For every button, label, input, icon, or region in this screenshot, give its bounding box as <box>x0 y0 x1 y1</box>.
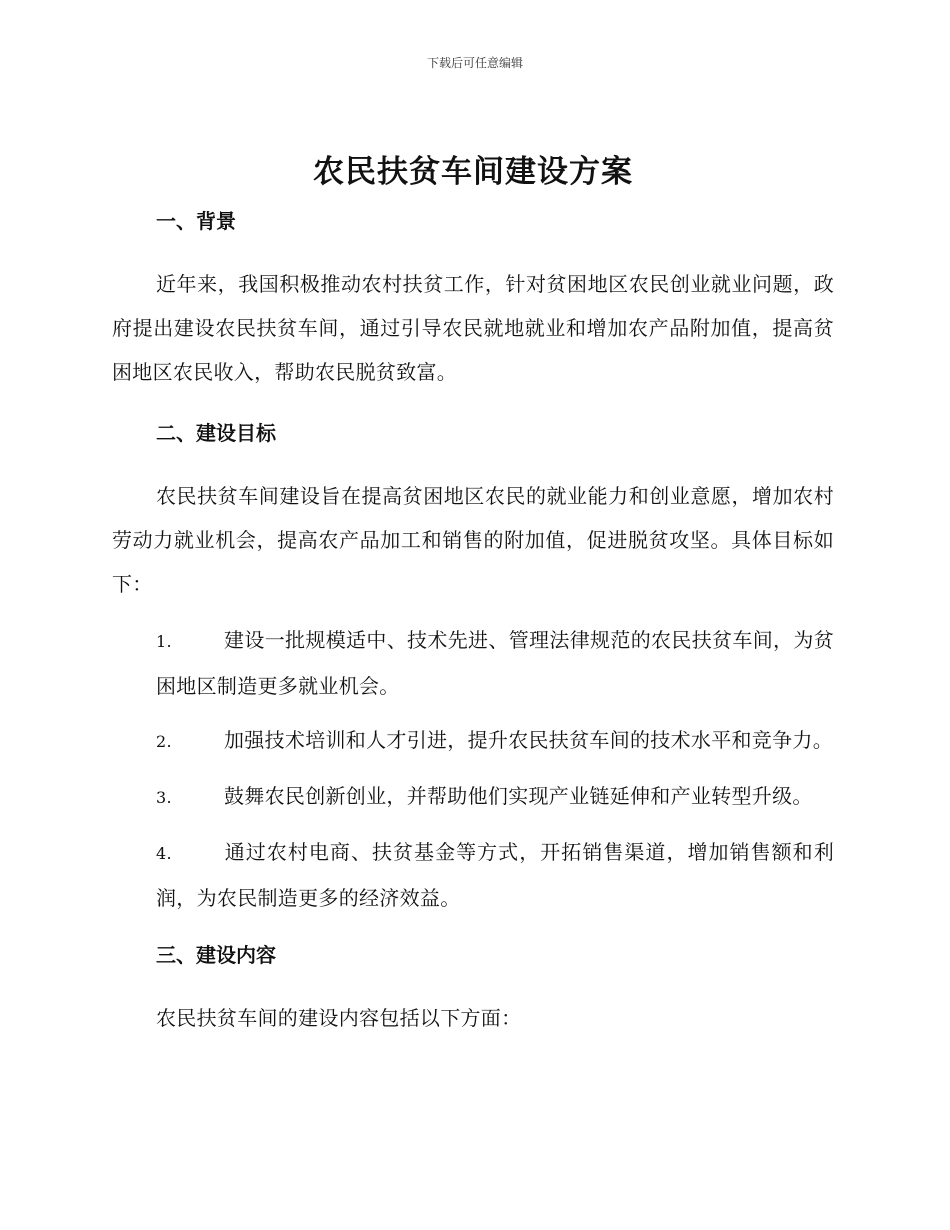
document-body <box>112 150 834 1052</box>
list-item <box>112 774 834 820</box>
list-item <box>112 830 834 920</box>
section-heading-goals: 二、建设目标 <box>156 421 276 445</box>
section-heading-content: 三、建设内容 <box>156 943 276 967</box>
paragraph-background: 近年来，我国积极推动农村扶贫工作，针对贫困地区农民创业就业问题，政府提出建设农民扶贫车间，通过引导农民就地就业和增加农产品附加值，提高贫困地区农民收入，帮助农民脱贫致富。 <box>112 272 834 384</box>
list-item <box>112 618 834 708</box>
paragraph-goals: 农民扶贫车间建设旨在提高贫困地区农民的就业能力和创业意愿，增加农村劳动力就业机会，提高农产品加工和销售的附加值，促进脱贫攻坚。具体目标如下： <box>112 484 834 596</box>
list-item-text: 建设一批规模适中、技术先进、管理法律规范的农民扶贫车间，为贫困地区制造更多就业机会。 <box>156 628 834 698</box>
list-item-text: 通过农村电商、扶贫基金等方式，开拓销售渠道，增加销售额和利润，为农民制造更多的经济效益。 <box>156 840 834 910</box>
list-item-text: 鼓舞农民创新创业，并帮助他们实现产业链延伸和产业转型升级。 <box>224 784 813 808</box>
section-heading-background: 一、背景 <box>156 209 236 233</box>
list-item-text: 加强技术培训和人才引进，提升农民扶贫车间的技术水平和竞争力。 <box>224 728 833 752</box>
document-title: 农民扶贫车间建设方案 <box>313 154 633 190</box>
header-note: 下载后可任意编辑 <box>426 56 523 70</box>
paragraph-content: 农民扶贫车间的建设内容包括以下方面： <box>156 1006 522 1030</box>
list-item <box>112 718 834 764</box>
list-item-number: 4. <box>156 844 172 863</box>
list-item-number: 3. <box>156 788 172 807</box>
list-item-number: 1. <box>156 632 172 651</box>
list-item-number: 2. <box>156 732 172 751</box>
